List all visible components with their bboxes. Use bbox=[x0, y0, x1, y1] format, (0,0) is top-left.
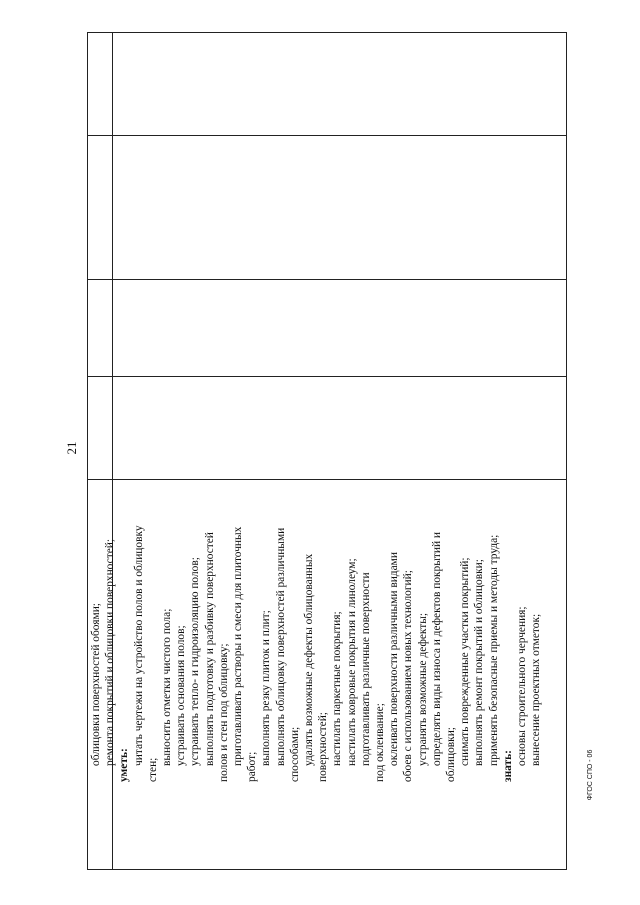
content-line: устранять возможные дефекты; bbox=[416, 612, 429, 766]
content-line: читать чертежи на устройство полов и облицовку bbox=[132, 525, 145, 766]
content-line: подготавливать различные поверхности bbox=[359, 572, 372, 766]
content-line: работ; bbox=[246, 751, 259, 782]
document-footer-code: ФГОС СПО - 06 bbox=[587, 749, 594, 801]
content-line: ремонта покрытий и облицовки поверхностей; bbox=[104, 538, 117, 766]
content-line: устраивать основания полов; bbox=[175, 625, 188, 766]
content-line: выполнять подготовку и разбивку поверхностей bbox=[203, 532, 216, 766]
content-line: снимать поврежденные участки покрытий; bbox=[459, 557, 472, 766]
content-line: устраивать тепло- и гидроизоляцию полов; bbox=[189, 557, 202, 766]
table-row-divider bbox=[88, 479, 566, 480]
content-text-block bbox=[89, 485, 544, 782]
content-line: облицовки; bbox=[445, 727, 458, 782]
content-line: стен; bbox=[146, 757, 159, 782]
section-heading-znat: знать: bbox=[501, 750, 514, 782]
content-line: облицовки поверхностей обоями; bbox=[90, 603, 102, 766]
content-line: настилать паркетные покрытия; bbox=[331, 611, 344, 766]
content-line: выполнять облицовку поверхностей различными bbox=[274, 527, 287, 766]
content-line: удалять возможные дефекты облицованных bbox=[303, 553, 316, 766]
content-line: вынесение проектных отметок; bbox=[530, 613, 543, 766]
content-cell bbox=[89, 481, 569, 786]
content-line: полов и стен под облицовку; bbox=[217, 643, 230, 782]
page-number: 21 bbox=[64, 441, 79, 455]
content-line: выполнять ремонт покрытий и облицовки; bbox=[473, 559, 486, 766]
content-line: обоев с использованием новых технологий; bbox=[402, 570, 415, 782]
content-line: определять виды износа и дефектов покрытий и bbox=[430, 531, 443, 766]
content-line: поверхностей; bbox=[317, 712, 330, 782]
content-line: приготавливать растворы и смеси для плиточных bbox=[232, 526, 245, 766]
content-line: способами; bbox=[288, 726, 301, 782]
content-line: выполнять резку плиток и плит; bbox=[260, 610, 273, 766]
content-line: под оклеивание; bbox=[374, 703, 387, 782]
content-line: настилать ковровые покрытия и линолеум; bbox=[345, 558, 358, 766]
table-row-divider bbox=[88, 376, 566, 377]
table-row-divider bbox=[88, 135, 566, 136]
section-heading-umet: уметь: bbox=[118, 748, 131, 782]
content-line: основы строительного черчения; bbox=[516, 606, 529, 766]
content-line: выносить отметки чистого пола; bbox=[161, 608, 174, 766]
content-line: применять безопасные приемы и методы труда; bbox=[487, 534, 500, 766]
content-line: оклеивать поверхности различными видами bbox=[388, 552, 401, 766]
table-row-divider bbox=[88, 279, 566, 280]
